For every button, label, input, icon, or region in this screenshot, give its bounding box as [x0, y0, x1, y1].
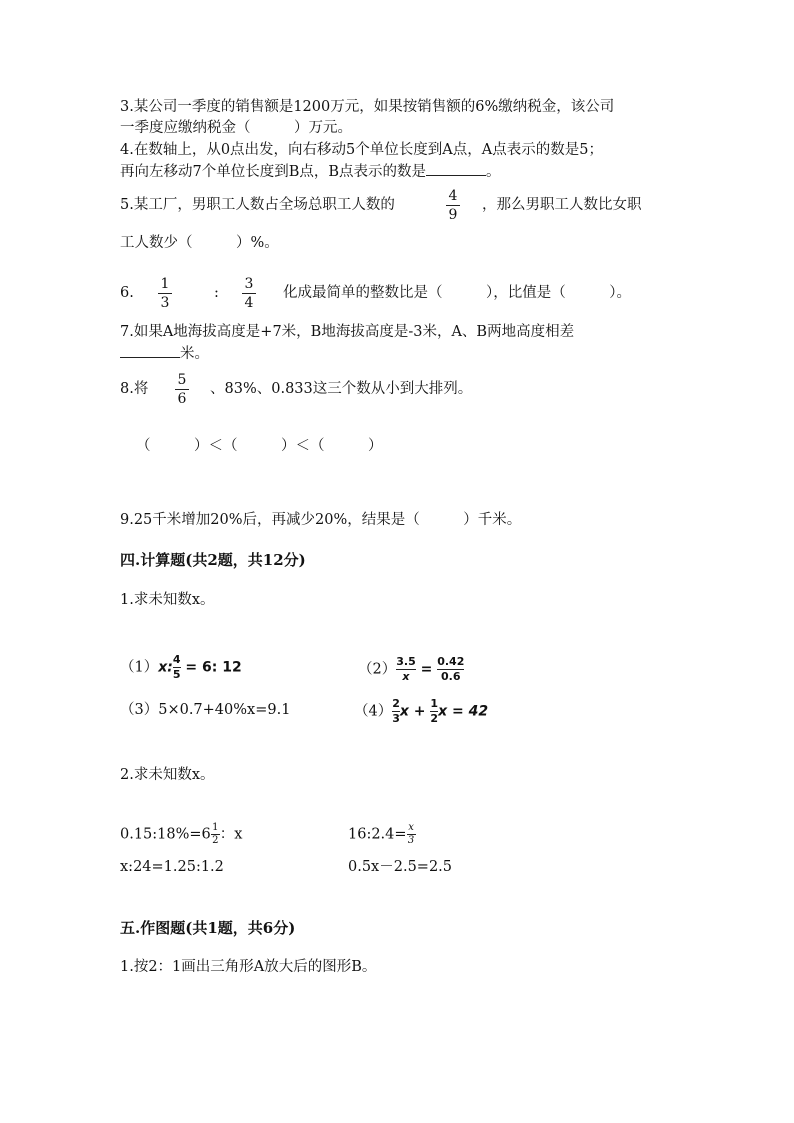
calc1-problem-1 [120, 654, 242, 681]
q3-line1: 3.某公司一季度的销售额是1200万元，如果按销售额的6%缴纳税金，该公司 [120, 99, 615, 115]
calc2-b-fd: 3 [407, 835, 415, 846]
calc2-b-fraction [407, 823, 416, 846]
q8-answer-line: （ ）＜（ ）＜（ ） [136, 438, 383, 454]
section-4-heading: 四.计算题(共2题，共12分) [120, 551, 306, 569]
q8-fraction [175, 373, 189, 406]
q7-line2 [120, 343, 209, 364]
q7-line1: 7.如果A地海拔高度是+7米，B地海拔高度是-3米，A、B两地高度相差 [120, 324, 575, 340]
calc1-p4-f2n: 1 [430, 697, 439, 710]
q5-line1-post: ，那么男职工人数比女职 [482, 197, 642, 213]
calc2-a-fd: 2 [212, 835, 219, 846]
calc1-p1-label: （1） [120, 659, 159, 676]
q4-answer-blank[interactable] [426, 161, 486, 176]
calc1-p1-a: x: [158, 659, 173, 676]
q6-fraction-1 [158, 277, 172, 310]
calc2-problem-b [348, 823, 416, 846]
calc1-p2-rn: 0.42 [437, 655, 465, 668]
q4-line1: 4.在数轴上，从0点出发，向右移动5个单位长度到A点，A点表示的数是5； [120, 142, 603, 158]
calc2-problem-a [120, 823, 242, 846]
q6-f1-den: 3 [160, 295, 170, 311]
calc1-p4-f1n: 2 [392, 697, 400, 710]
calc2-b-fn: x [408, 822, 414, 833]
calc1-p1-b: = 6: 12 [180, 659, 242, 676]
q5-fraction-num: 4 [448, 188, 458, 204]
fraction-bar [175, 389, 189, 390]
calc1-p2-label: （2） [358, 661, 397, 678]
calc1-p2-rd: 0.6 [441, 670, 461, 683]
calc1-p4-f2d: 2 [430, 712, 439, 725]
q7-line2-text: 米。 [180, 346, 209, 362]
fraction-bar [446, 205, 460, 206]
calc1-p2-ld: x [402, 670, 410, 683]
fraction-bar [242, 293, 256, 294]
q6-text: 化成最简单的整数比是（ ），比值是（ ）。 [283, 285, 631, 301]
draw1-title: 1.按2：1画出三角形A放大后的图形B。 [120, 959, 377, 975]
q3-line2: 一季度应缴纳税金（ ）万元。 [120, 120, 352, 136]
q6-f2-den: 4 [244, 295, 254, 311]
calc1-p4-label: （4） [354, 703, 393, 720]
fraction-bar [158, 293, 172, 294]
q6-f2-num: 3 [244, 276, 254, 292]
q5-fraction [446, 189, 460, 222]
calc1-p1-fn: 4 [172, 653, 181, 666]
calc2-a-fraction [211, 823, 220, 846]
calc2-a-fn: 1 [212, 822, 219, 833]
q4-line2-end: 。 [486, 164, 501, 180]
q5-line1-pre: 5.某工厂，男职工人数占全场总职工人数的 [120, 197, 395, 213]
q4-line2-text: 再向左移动7个单位长度到B点，B点表示的数是 [120, 164, 427, 180]
q6-fraction-2 [242, 277, 256, 310]
calc1-p4-b: x = 42 [438, 703, 489, 720]
calc1-p4-fraction-1 [392, 698, 400, 725]
q8-fraction-den: 6 [177, 391, 187, 407]
calc2-b-pre: 16:2.4= [348, 826, 407, 843]
q8-pre: 8.将 [120, 381, 149, 397]
calc1-p4-f1d: 3 [392, 712, 400, 725]
q7-answer-blank[interactable] [120, 343, 180, 358]
q4-line2 [120, 161, 501, 182]
calc1-p2-left-fraction [396, 656, 416, 683]
calc2-problem-c: x:24=1.25:1.2 [120, 859, 224, 875]
q5-fraction-den: 9 [448, 207, 458, 223]
q5-line2: 工人数少（ ）%。 [120, 235, 279, 251]
calc1-problem-4 [354, 698, 488, 725]
calc2-problem-d: 0.5x－2.5=2.5 [348, 859, 453, 875]
calc1-p4-fraction-2 [430, 698, 438, 725]
calc2-title: 2.求未知数x。 [120, 767, 215, 783]
calc1-title: 1.求未知数x。 [120, 592, 215, 608]
q8-post: 、83%、0.833这三个数从小到大排列。 [210, 381, 473, 397]
calc1-p2-right-fraction [437, 656, 464, 683]
calc1-p2-ln: 3.5 [396, 655, 416, 668]
section-5-heading: 五.作图题(共1题，共6分) [120, 919, 296, 937]
calc1-p2-eq: = [415, 661, 438, 678]
q8-fraction-num: 5 [177, 372, 187, 388]
calc2-a-pre: 0.15:18%=6 [120, 826, 211, 843]
q9-text: 9.25千米增加20%后，再减少20%，结果是（ ）千米。 [120, 512, 522, 528]
calc2-a-post: ：x [219, 826, 243, 843]
calc1-problem-3: （3）5×0.7+40%x=9.1 [120, 702, 291, 718]
calc1-p1-fraction [173, 654, 181, 681]
calc1-p4-a: x + [399, 703, 431, 720]
q6-colon: : [214, 285, 219, 301]
q6-number: 6. [120, 285, 134, 301]
calc1-problem-2 [358, 656, 464, 683]
q6-f1-num: 1 [160, 276, 170, 292]
calc1-p1-fd: 5 [172, 668, 181, 681]
